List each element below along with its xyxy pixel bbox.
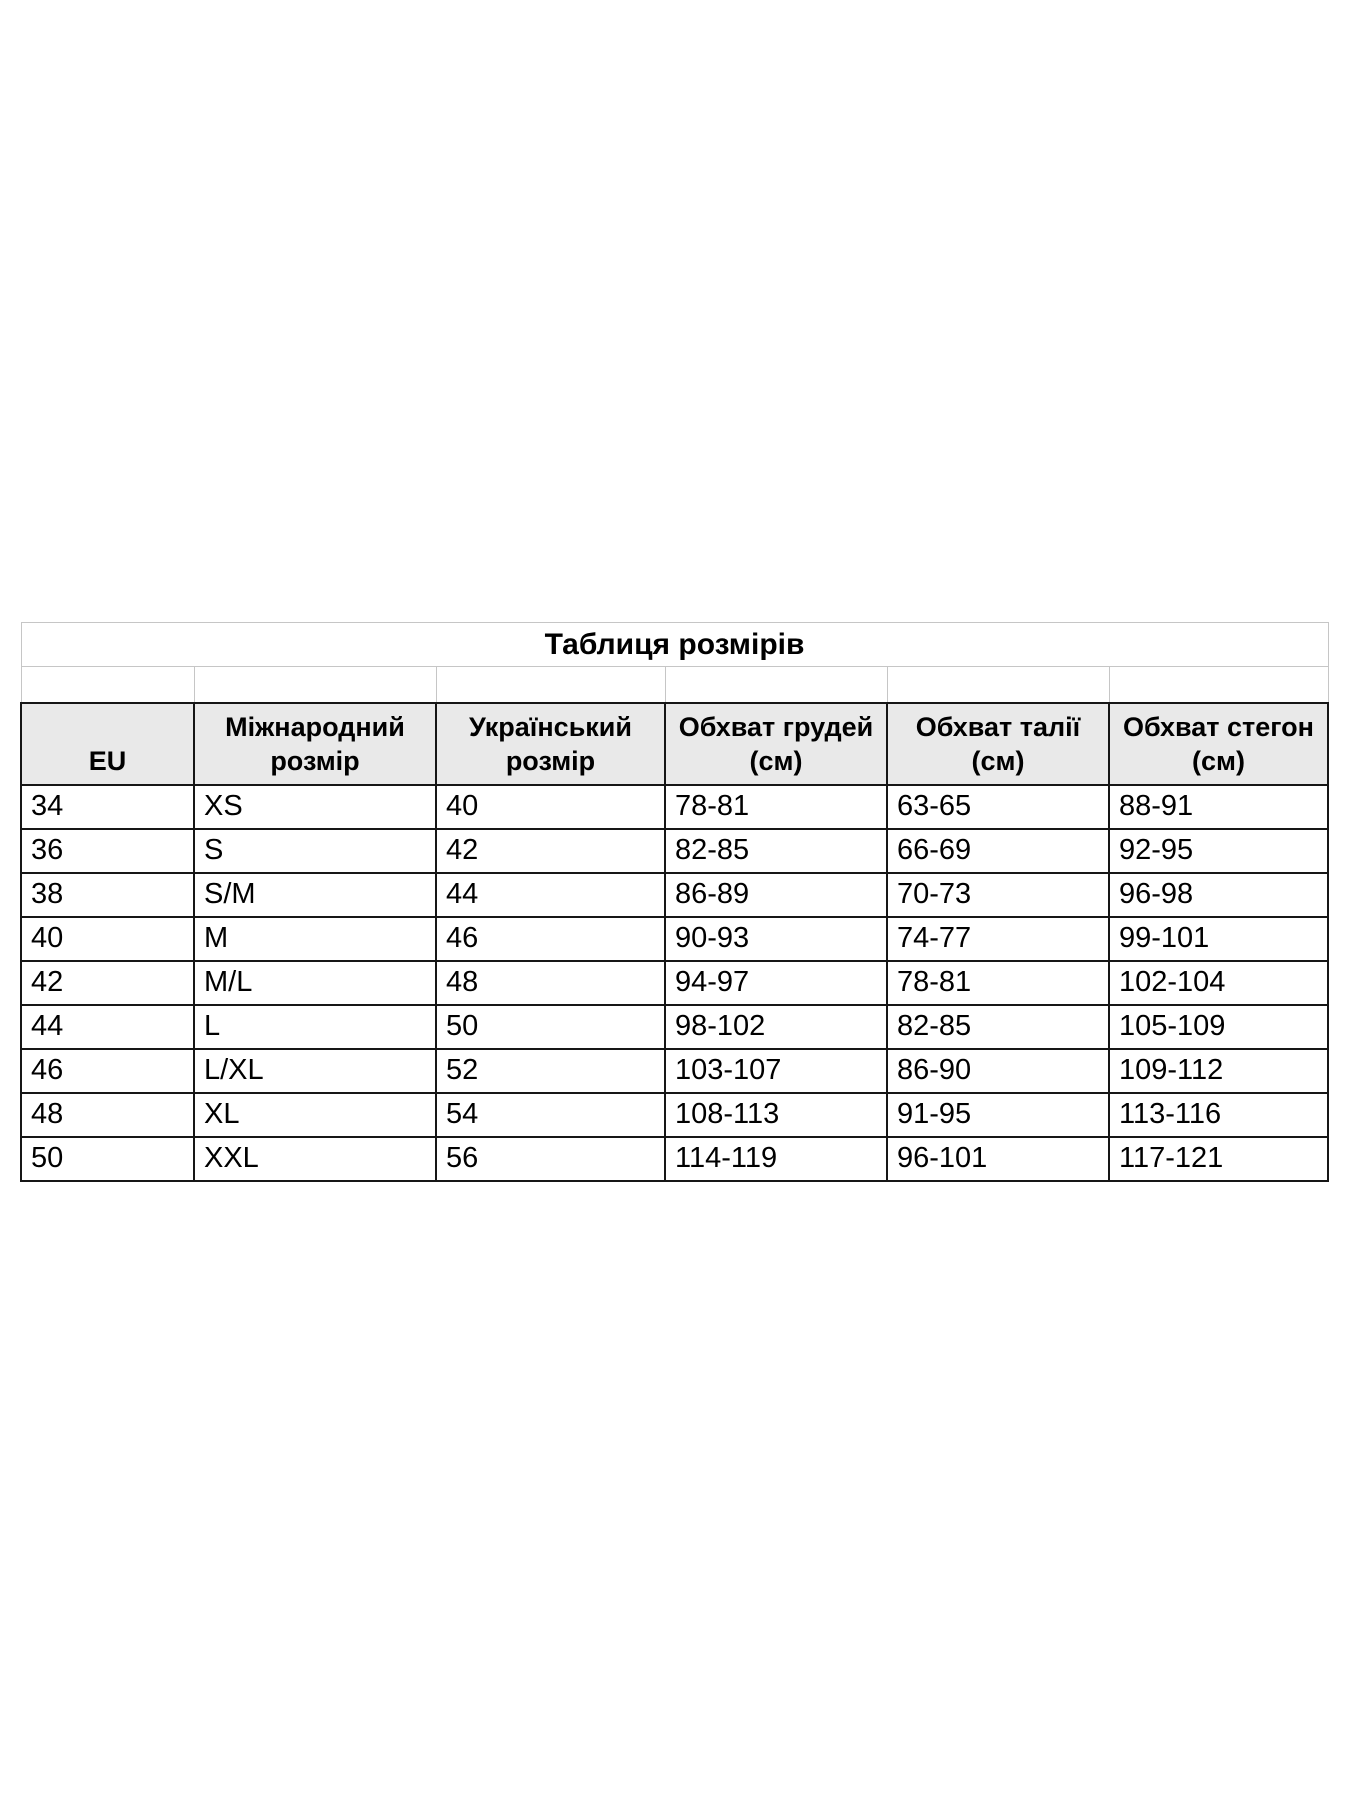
table-cell: 63-65 (887, 785, 1109, 829)
spacer-cell (21, 667, 194, 704)
table-cell: 82-85 (887, 1005, 1109, 1049)
table-cell: L (194, 1005, 436, 1049)
column-header-international-size: Міжнародний розмір (194, 703, 436, 785)
size-table (20, 622, 1329, 1182)
table-row (21, 1137, 1328, 1181)
table-cell: S (194, 829, 436, 873)
table-cell: 88-91 (1109, 785, 1328, 829)
table-cell: 96-101 (887, 1137, 1109, 1181)
table-cell: 78-81 (665, 785, 887, 829)
table-cell: 117-121 (1109, 1137, 1328, 1181)
column-header-chest: Обхват грудей (см) (665, 703, 887, 785)
table-cell: 54 (436, 1093, 665, 1137)
spacer-cell (887, 667, 1109, 704)
table-cell: 96-98 (1109, 873, 1328, 917)
table-cell: 99-101 (1109, 917, 1328, 961)
table-cell: XXL (194, 1137, 436, 1181)
column-header-ukrainian-size: Український розмір (436, 703, 665, 785)
title-row (21, 623, 1328, 667)
table-cell: 86-90 (887, 1049, 1109, 1093)
table-cell: 48 (21, 1093, 194, 1137)
table-cell: 38 (21, 873, 194, 917)
table-cell: 44 (21, 1005, 194, 1049)
table-cell: 44 (436, 873, 665, 917)
table-row (21, 1005, 1328, 1049)
table-cell: L/XL (194, 1049, 436, 1093)
table-cell: 66-69 (887, 829, 1109, 873)
table-cell: 48 (436, 961, 665, 1005)
table-cell: XS (194, 785, 436, 829)
table-cell: 92-95 (1109, 829, 1328, 873)
table-cell: 42 (21, 961, 194, 1005)
table-row (21, 785, 1328, 829)
table-cell: 82-85 (665, 829, 887, 873)
table-cell: M/L (194, 961, 436, 1005)
table-row (21, 917, 1328, 961)
table-cell: 105-109 (1109, 1005, 1328, 1049)
column-header-eu: EU (21, 703, 194, 785)
column-header-waist: Обхват талії (см) (887, 703, 1109, 785)
table-cell: 94-97 (665, 961, 887, 1005)
table-cell: 52 (436, 1049, 665, 1093)
table-cell: 46 (21, 1049, 194, 1093)
table-cell: 56 (436, 1137, 665, 1181)
table-cell: 113-116 (1109, 1093, 1328, 1137)
table-cell: 86-89 (665, 873, 887, 917)
table-cell: 109-112 (1109, 1049, 1328, 1093)
table-cell: 90-93 (665, 917, 887, 961)
table-row (21, 829, 1328, 873)
table-cell: 108-113 (665, 1093, 887, 1137)
table-cell: 50 (21, 1137, 194, 1181)
spacer-cell (194, 667, 436, 704)
spacer-cell (665, 667, 887, 704)
table-cell: 40 (436, 785, 665, 829)
spacer-cell (436, 667, 665, 704)
table-cell: 42 (436, 829, 665, 873)
table-cell: 46 (436, 917, 665, 961)
table-row (21, 1093, 1328, 1137)
table-cell: 40 (21, 917, 194, 961)
table-cell: 70-73 (887, 873, 1109, 917)
column-header-hips: Обхват стегон (см) (1109, 703, 1328, 785)
table-cell: 114-119 (665, 1137, 887, 1181)
header-row (21, 703, 1328, 785)
table-row (21, 1049, 1328, 1093)
table-cell: 91-95 (887, 1093, 1109, 1137)
table-cell: 78-81 (887, 961, 1109, 1005)
table-cell: M (194, 917, 436, 961)
table-cell: 74-77 (887, 917, 1109, 961)
table-cell: 34 (21, 785, 194, 829)
table-title: Таблиця розмірів (21, 623, 1328, 667)
table-row (21, 961, 1328, 1005)
table-cell: 103-107 (665, 1049, 887, 1093)
table-cell: 102-104 (1109, 961, 1328, 1005)
table-cell: 98-102 (665, 1005, 887, 1049)
table-cell: 36 (21, 829, 194, 873)
table-cell: 50 (436, 1005, 665, 1049)
table-row (21, 873, 1328, 917)
table-cell: S/M (194, 873, 436, 917)
spacer-row (21, 667, 1328, 704)
table-cell: XL (194, 1093, 436, 1137)
spacer-cell (1109, 667, 1328, 704)
